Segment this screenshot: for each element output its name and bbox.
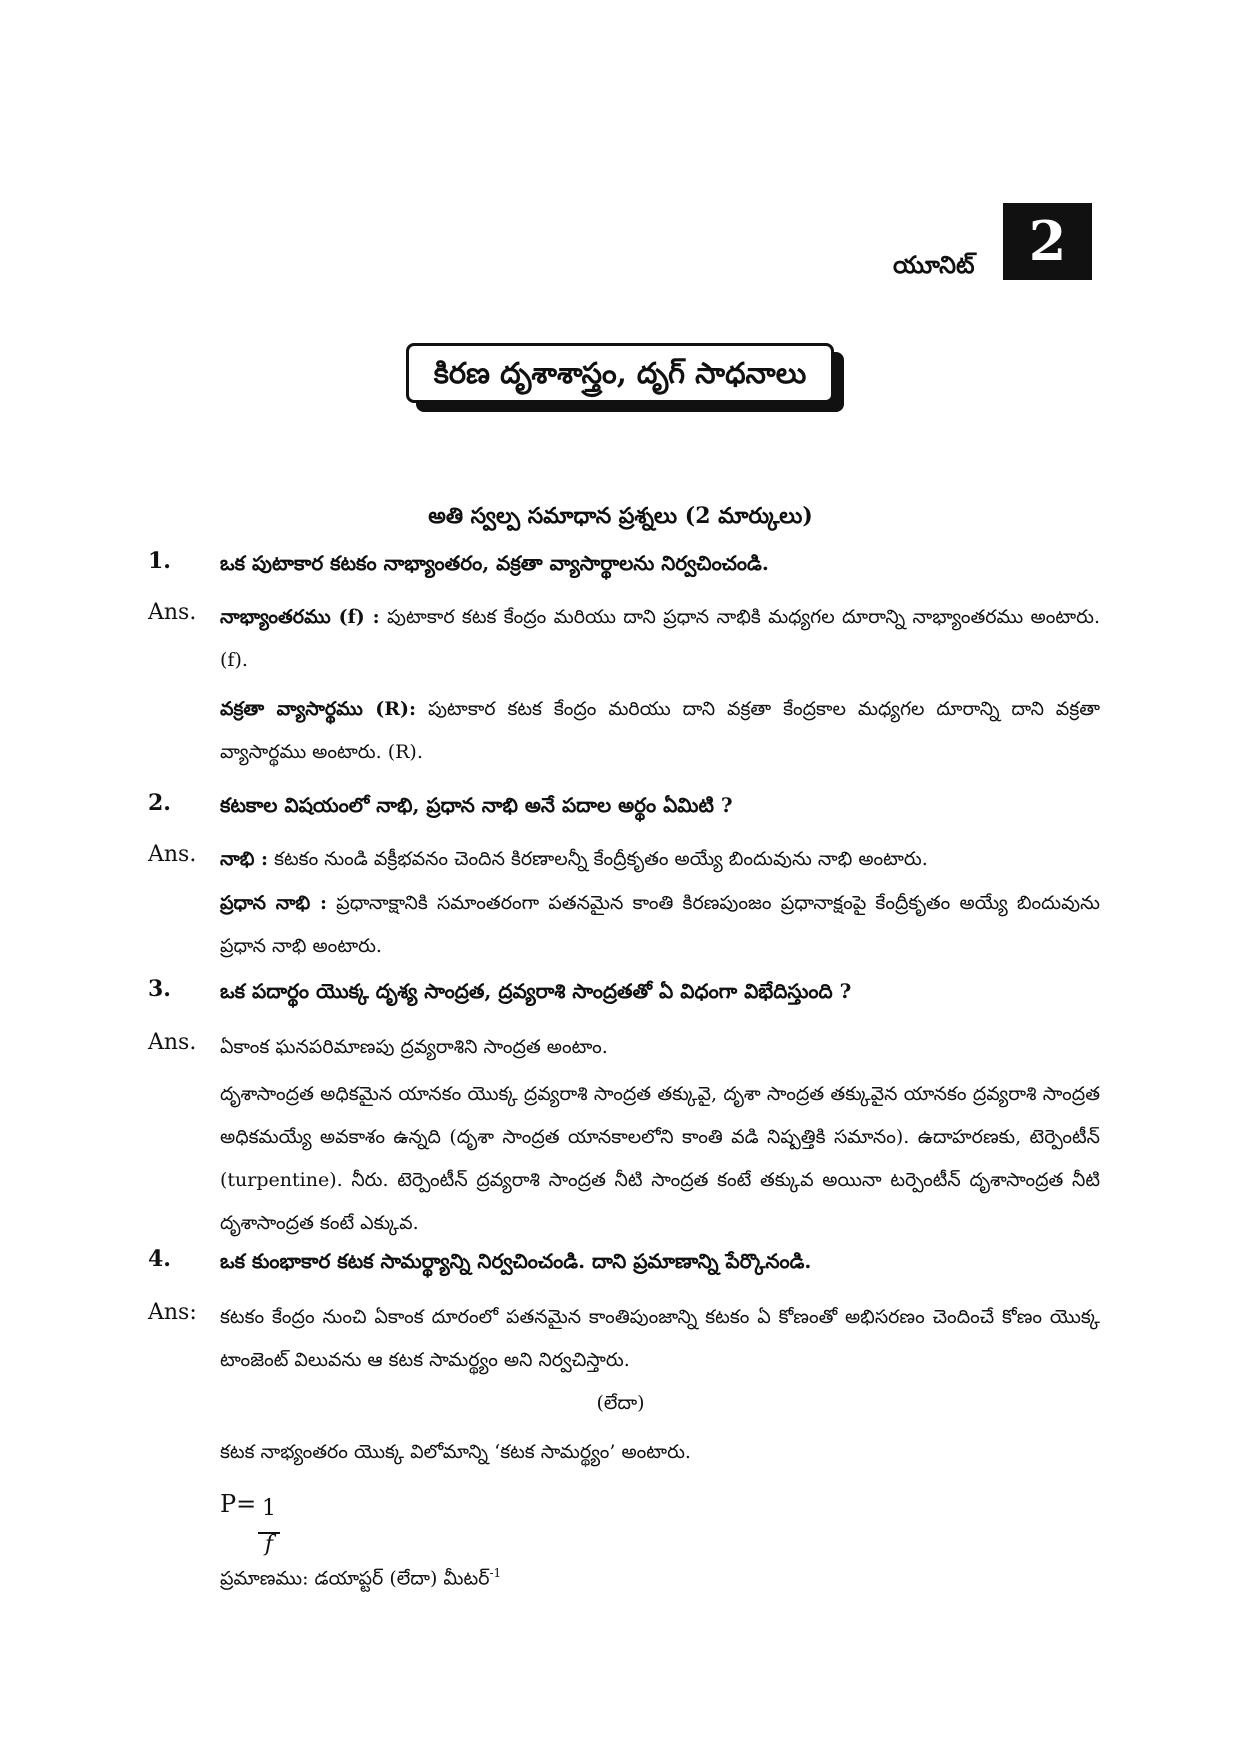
answer-paragraph [220, 882, 1100, 968]
or-separator: (లేదా) [596, 1392, 645, 1414]
answer-paragraph: ఏకాంక ఘనపరిమాణపు ద్రవ్యరాశిని సాంద్రత అంటాం. [220, 1036, 608, 1058]
unit-statement [220, 1552, 1100, 1600]
term: వక్రతా వ్యాసార్థము (R): [220, 698, 417, 720]
term: ప్రధాన నాభి : [220, 892, 327, 914]
question-number: 1. [148, 548, 171, 574]
term: నాభ్యాంతరము (f) : [220, 606, 380, 628]
question-text: కటకాల విషయంలో నాభి, ప్రధాన నాభి అనే పదాల అర్థం ఏమిటి ? [220, 793, 733, 817]
question-number: 2. [148, 790, 171, 816]
question-text: ఒక పుటాకార కటకం నాభ్యాంతరం, వక్రతా వ్యాసార్థాలను నిర్వచించండి. [220, 551, 769, 575]
question-text: ఒక పదార్థం యొక్క దృశ్య సాంద్రత, ద్రవ్యరాశి సాంద్రతతో ఏ విధంగా విభేదిస్తుంది ? [220, 979, 852, 1003]
unit-exponent: -1 [489, 1566, 502, 1580]
question-number: 4. [148, 1246, 171, 1272]
answer-label: Ans. [148, 842, 197, 867]
answer-paragraph: దృశాసాంద్రత అధికమైన యానకం యొక్క ద్రవ్యరాశి సాంద్రత తక్కువై, దృశా సాంద్రత తక్కువైన యానకం ద్రవ్యరాశి సాంద్రత అధికమయ్యే అవకాశం ఉన్నది (దృశా సాంద్రత యానకాలలోని కాంతి వడి నిష్పత్తికి సమానం). ఉదాహరణకు, టెర్పెంటీన్ (turpentine). నీరు. టెర్పెంటీన్ ద్రవ్యరాశి సాంద్రత నీటి సాంద్రత కంటే తక్కువ అయినా టర్పెంటీన్ దృశాసాంద్రత నీటి దృశాసాంద్రత కంటే ఎక్కువ. [220, 1083, 1100, 1234]
chapter-title: కిరణ దృశాశాస్త్రం, దృగ్ సాధనాలు [406, 343, 834, 403]
answer-paragraph [220, 838, 1100, 881]
answer-paragraph [220, 596, 1100, 682]
fraction-numerator: 1 [262, 1496, 276, 1521]
answer-paragraph: కటక నాభ్యంతరం యొక్క విలోమాన్ని ‘కటక సామర్థ్యం’ అంటారు. [220, 1441, 691, 1463]
question-number: 3. [148, 976, 171, 1002]
fraction-denominator: f [264, 1532, 274, 1557]
unit-text: ప్రమాణము: డయాప్టర్ (లేదా) మీటర్ [220, 1567, 490, 1590]
answer-label: Ans: [148, 1300, 197, 1325]
power-formula-lhs: P= [220, 1490, 257, 1518]
answer-label: Ans. [148, 600, 197, 625]
definition: కటకం నుండి వక్రీభవనం చెందిన కిరణాలన్నీ కేంద్రీకృతం అయ్యే బిందువును నాభి అంటారు. [268, 848, 928, 870]
definition: ప్రధానాక్షానికి సమాంతరంగా పతనమైన కాంతి కిరణపుంజం ప్రధానాక్షంపై కేంద్రీకృతం అయ్యే బిందువును ప్రధాన నాభి అంటారు. [220, 892, 1100, 957]
answer-paragraph: కటకం కేంద్రం నుంచి ఏకాంక దూరంలో పతనమైన కాంతిపుంజాన్ని కటకం ఏ కోణంతో అభిసరణం చెందించే కోణం యొక్క టాంజెంట్ విలువను ఆ కటక సామర్థ్యం అని నిర్వచిస్తారు. [220, 1306, 1100, 1371]
definition: పుటాకార కటక కేంద్రం మరియు దాని ప్రధాన నాభికి మధ్యగల దూరాన్ని నాభ్యాంతరము అంటారు.(f). [220, 606, 1100, 671]
unit-number-badge: 2 [1003, 203, 1092, 280]
unit-label: యూనిట్ [893, 250, 975, 279]
section-heading: అతి స్వల్ప సమాధాన ప్రశ్నలు (2 మార్కులు) [428, 503, 813, 529]
answer-paragraph [220, 688, 1100, 774]
term: నాభి : [220, 848, 269, 870]
answer-label: Ans. [148, 1030, 197, 1055]
question-text: ఒక కుంభాకార కటక సామర్థ్యాన్ని నిర్వచించండి. దాని ప్రమాణాన్ని పేర్కొనండి. [220, 1249, 812, 1273]
definition: పుటాకార కటక కేంద్రం మరియు దాని వక్రతా కేంద్రకాల మధ్యగల దూరాన్ని దాని వక్రతా వ్యాసార్థము అంటారు. (R). [220, 698, 1100, 763]
